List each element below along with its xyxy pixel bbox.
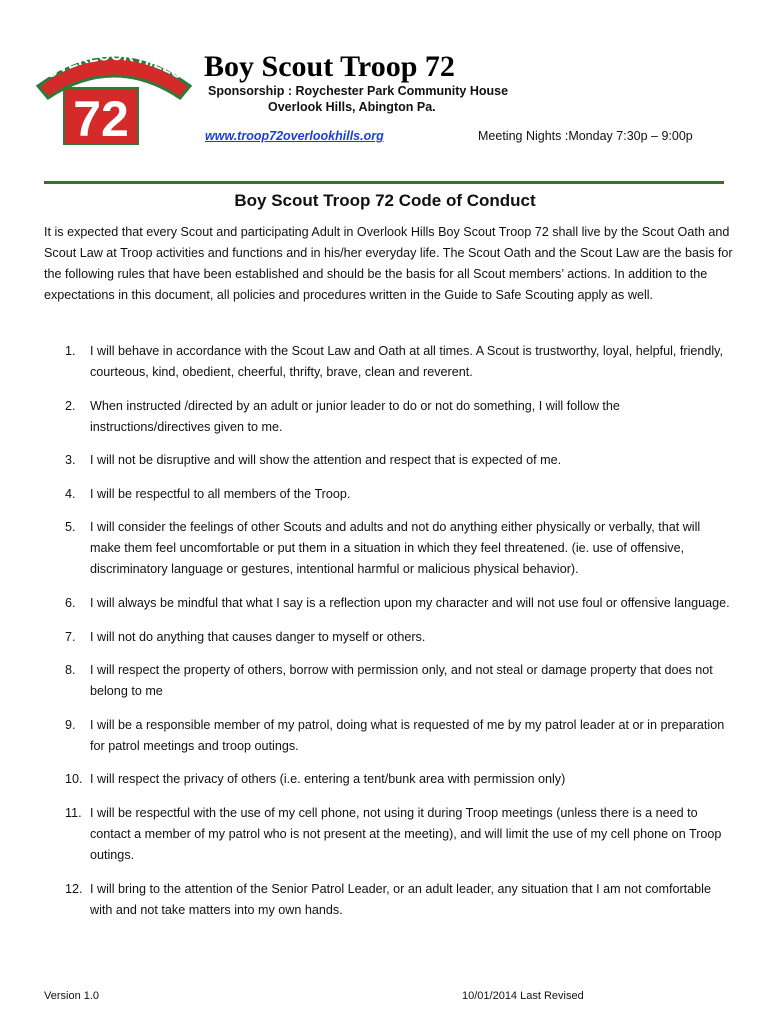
- intro-paragraph: It is expected that every Scout and participating Adult in Overlook Hills Boy Scout Troop 72 shall live by the Scout Oath and Scout Law at Troop activities and functions and in his/her everyday life. The Scout Oath and the Scout Law are the basis for the following rules that have been established and should be the basis for all Scout members’ actions. In addition to the expectations in this document, all policies and procedures written in the Guide to Safe Scouting apply as well.: [44, 225, 733, 302]
- item-number: 6.: [65, 595, 76, 610]
- list-item: [65, 769, 730, 790]
- list-item: [65, 517, 730, 580]
- item-text: I will be respectful with the use of my cell phone, not using it during Troop meetings (unless there is a need to contact a member of my patrol who is not present at the meeting), and will limit the use of my cell phone on Troop outings.: [90, 805, 722, 862]
- list-item: [65, 715, 730, 757]
- version-label: Version 1.0: [44, 990, 100, 1002]
- list-item: [65, 803, 730, 866]
- document-title: Boy Scout Troop 72 Code of Conduct: [234, 191, 536, 210]
- item-number: 11.: [65, 805, 82, 820]
- item-text: I will consider the feelings of other Scouts and adults and not do anything either physically or verbally, that will make them feel uncomfortable or put them in a situation in which they feel threatened. (ie. use of offensive, discriminatory language or gestures, intentional harmful or malicious physical behavior).: [90, 520, 701, 577]
- item-text: I will bring to the attention of the Senior Patrol Leader, or an adult leader, any situation that I am not comfortable with and not take matters into my own hands.: [90, 881, 711, 917]
- item-number: 8.: [65, 663, 76, 678]
- item-number: 3.: [65, 453, 76, 468]
- item-text: I will behave in accordance with the Scout Law and Oath at all times. A Scout is trustworthy, loyal, helpful, friendly, courteous, kind, obedient, cheerful, thrifty, brave, clean and reverent.: [90, 344, 724, 379]
- rules-list: [65, 341, 730, 933]
- troop-patch-logo: [34, 42, 194, 150]
- list-item: [65, 627, 730, 648]
- list-item: [65, 396, 730, 438]
- logo-number: 72: [73, 91, 129, 147]
- item-number: 9.: [65, 717, 76, 732]
- item-text: I will not be disruptive and will show the attention and respect that is expected of me.: [90, 453, 562, 468]
- sponsorship-text: Sponsorship : Roychester Park Community House: [208, 84, 509, 98]
- item-text: When instructed /directed by an adult or junior leader to do or not do something, I will follow the instructions/directives given to me.: [90, 398, 620, 434]
- list-item: [65, 484, 730, 505]
- list-item: [65, 341, 730, 383]
- list-item: [65, 450, 730, 471]
- item-number: 12.: [65, 881, 83, 896]
- item-text: I will be a responsible member of my patrol, doing what is requested of me by my patrol leader at or in preparation for patrol meetings and troop outings.: [90, 717, 725, 753]
- list-item: [65, 593, 730, 614]
- page-title: Boy Scout Troop 72: [204, 50, 455, 83]
- item-number: 4.: [65, 486, 76, 501]
- meeting-nights-text: Meeting Nights :Monday 7:30p – 9:00p: [478, 129, 693, 143]
- item-text: I will be respectful to all members of the Troop.: [90, 486, 351, 501]
- item-number: 10.: [65, 772, 83, 787]
- location-text: Overlook Hills, Abington Pa.: [268, 100, 436, 114]
- logo-banner-text: OVERLOOK HILLS: [42, 46, 186, 83]
- header-divider: [44, 181, 724, 184]
- item-number: 2.: [65, 398, 76, 413]
- last-revised-label: 10/01/2014 Last Revised: [462, 990, 584, 1002]
- item-number: 7.: [65, 629, 76, 644]
- list-item: [65, 879, 730, 921]
- item-number: 5.: [65, 520, 76, 535]
- item-text: I will respect the property of others, borrow with permission only, and not steal or damage property that does not belong to me: [90, 663, 713, 699]
- list-item: [65, 660, 730, 702]
- item-text: I will respect the privacy of others (i.e. entering a tent/bunk area with permission only): [90, 772, 566, 787]
- item-number: 1.: [65, 344, 76, 358]
- website-link[interactable]: www.troop72overlookhills.org: [205, 129, 384, 143]
- item-text: I will not do anything that causes danger to myself or others.: [90, 629, 426, 644]
- item-text: I will always be mindful that what I say is a reflection upon my character and will not use foul or offensive language.: [90, 595, 730, 610]
